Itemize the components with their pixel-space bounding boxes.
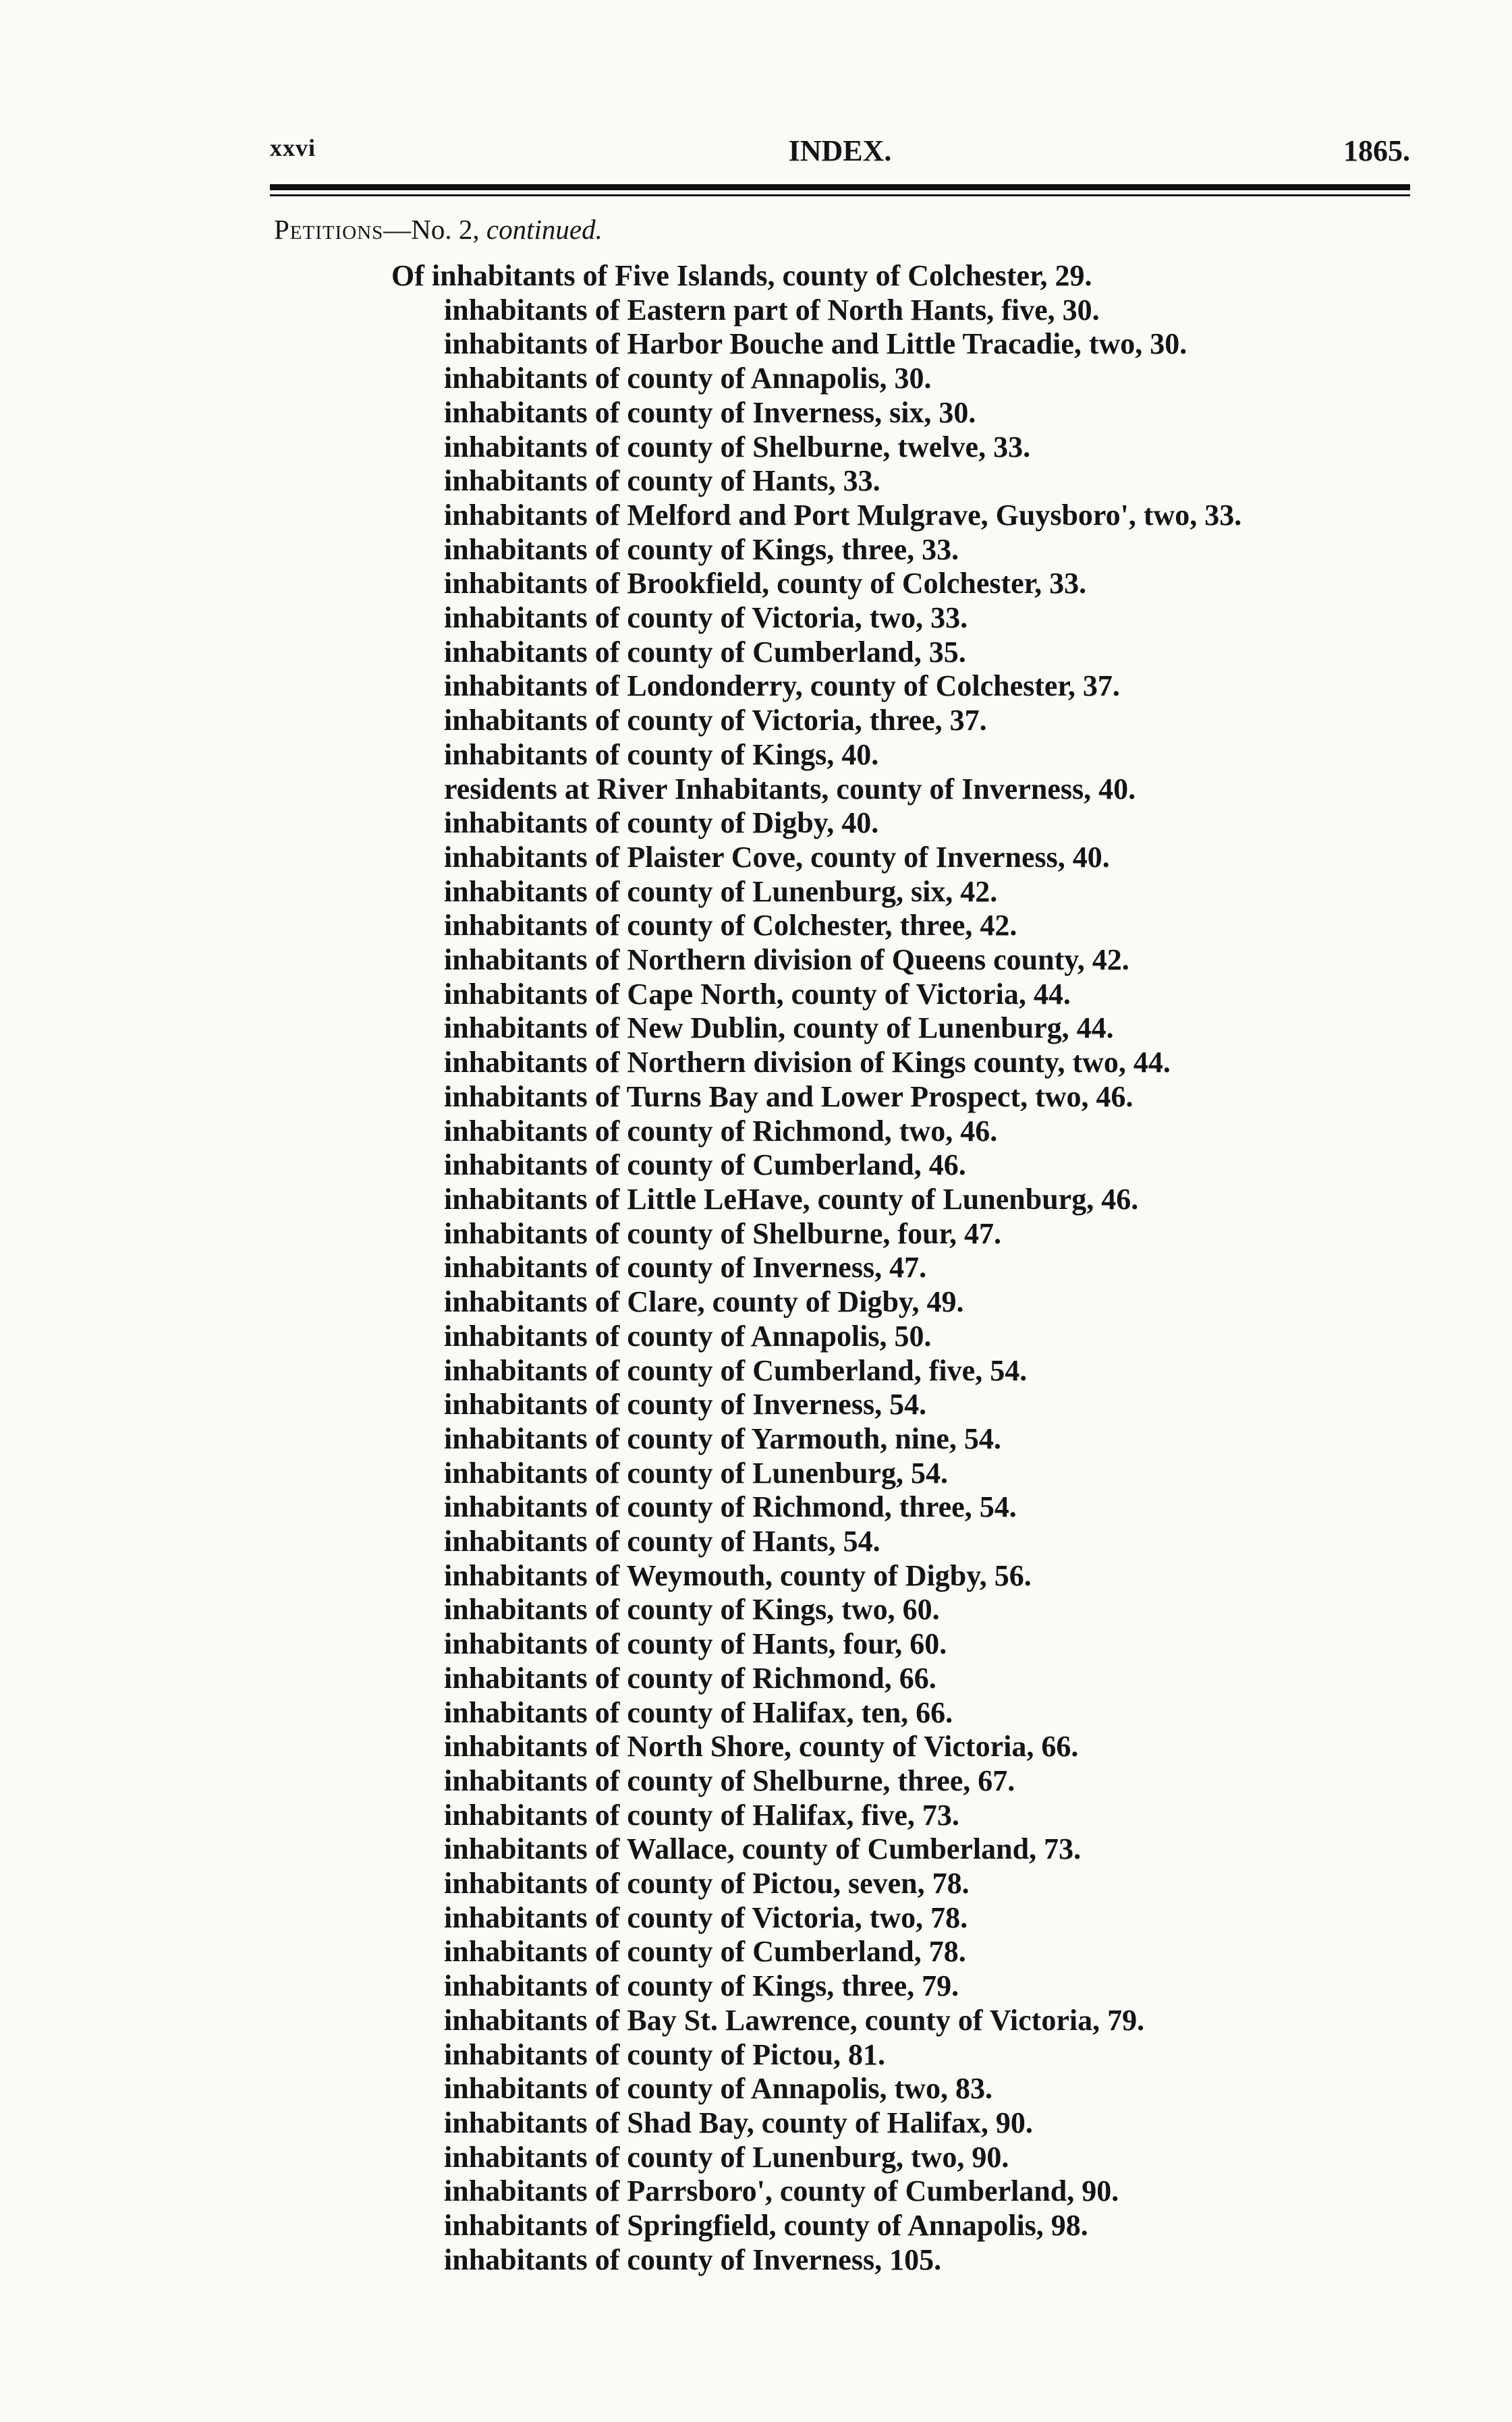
index-entry: inhabitants of county of Victoria, two, 33.: [444, 601, 968, 635]
page-year: 1865.: [1343, 134, 1410, 167]
index-entry: inhabitants of county of Halifax, five, 73.: [444, 1798, 959, 1832]
index-entry: inhabitants of county of Kings, three, 33.: [444, 532, 959, 566]
index-entry: inhabitants of Little LeHave, county of Lunenburg, 46.: [444, 1182, 1139, 1216]
index-entry: inhabitants of Springfield, county of Annapolis, 98.: [444, 2209, 1088, 2243]
index-entry: inhabitants of county of Cumberland, 46.: [444, 1148, 966, 1182]
index-entry: inhabitants of county of Kings, 40.: [444, 737, 879, 771]
index-entry: inhabitants of North Shore, county of Victoria, 66.: [444, 1730, 1079, 1764]
section-heading: [274, 213, 603, 246]
index-entry: inhabitants of county of Inverness, 54.: [444, 1388, 927, 1421]
index-entry: inhabitants of county of Digby, 40.: [444, 806, 879, 840]
section-number: —No. 2,: [383, 214, 480, 245]
index-entry: inhabitants of Londonderry, county of Colchester, 37.: [444, 669, 1120, 703]
index-entry: inhabitants of county of Kings, two, 60.: [444, 1593, 940, 1627]
page-header: [270, 134, 1410, 171]
index-entry: inhabitants of Eastern part of North Hants, five, 30.: [444, 293, 1100, 327]
index-entry: inhabitants of Shad Bay, county of Halifax, 90.: [444, 2106, 1033, 2139]
index-entry: inhabitants of county of Shelburne, three, 67.: [444, 1764, 1015, 1797]
index-entry: inhabitants of Clare, county of Digby, 49.: [444, 1285, 964, 1319]
header-rule-thick: [270, 184, 1410, 190]
index-entry: inhabitants of county of Inverness, 105.: [444, 2243, 942, 2276]
index-entry: inhabitants of county of Victoria, two, 78.: [444, 1900, 968, 1934]
index-entry: inhabitants of county of Richmond, three, 54.: [444, 1490, 1017, 1524]
index-entry: inhabitants of Turns Bay and Lower Prospect, two, 46.: [444, 1079, 1133, 1113]
index-entry: inhabitants of New Dublin, county of Lunenburg, 44.: [444, 1011, 1114, 1045]
index-entry: inhabitants of county of Cumberland, 78.: [444, 1935, 966, 1969]
index-entry: inhabitants of Parrsboro', county of Cumberland, 90.: [444, 2174, 1119, 2208]
index-entry: inhabitants of county of Cumberland, 35.: [444, 635, 966, 669]
index-entry: inhabitants of county of Lunenburg, six, 42.: [444, 874, 998, 908]
index-entry: residents at River Inhabitants, county of Inverness, 40.: [444, 772, 1136, 806]
index-entry: inhabitants of Northern division of Kings county, two, 44.: [444, 1046, 1171, 1079]
index-entry: inhabitants of Harbor Bouche and Little Tracadie, two, 30.: [444, 327, 1187, 361]
index-entry: inhabitants of county of Shelburne, four, 47.: [444, 1216, 1001, 1250]
index-entry: inhabitants of county of Shelburne, twelve, 33.: [444, 430, 1031, 463]
index-entry: inhabitants of Plaister Cove, county of Inverness, 40.: [444, 840, 1110, 874]
index-entry: inhabitants of county of Richmond, two, 46.: [444, 1114, 998, 1148]
index-entries: [391, 259, 1403, 2277]
index-entry: inhabitants of Weymouth, county of Digby, 56.: [444, 1558, 1032, 1592]
index-entry: inhabitants of Melford and Port Mulgrave, Guysboro', two, 33.: [444, 498, 1242, 532]
index-entry: inhabitants of county of Yarmouth, nine, 54.: [444, 1421, 1001, 1455]
page-title: INDEX.: [788, 134, 892, 167]
index-entry: inhabitants of Cape North, county of Victoria, 44.: [444, 977, 1071, 1011]
index-entry: inhabitants of county of Richmond, 66.: [444, 1661, 936, 1695]
index-entry: Of inhabitants of Five Islands, county of Colchester, 29.: [391, 259, 1092, 292]
page-number: xxvi: [270, 134, 316, 161]
index-entry: inhabitants of county of Pictou, 81.: [444, 2037, 885, 2071]
index-entry: inhabitants of county of Halifax, ten, 66.: [444, 1695, 953, 1729]
section-label: Petitions: [274, 214, 384, 245]
header-rule-thin: [270, 194, 1410, 196]
index-entry: inhabitants of Northern division of Queens county, 42.: [444, 943, 1129, 977]
index-entry: inhabitants of Wallace, county of Cumberland, 73.: [444, 1832, 1082, 1866]
index-entry: inhabitants of county of Annapolis, 30.: [444, 362, 932, 395]
index-entry: inhabitants of county of Annapolis, 50.: [444, 1319, 932, 1353]
section-continued: continued.: [486, 214, 603, 245]
index-entry: inhabitants of county of Colchester, three, 42.: [444, 909, 1017, 942]
index-entry: inhabitants of county of Pictou, seven, 78.: [444, 1867, 970, 1900]
index-entry: inhabitants of county of Inverness, 47.: [444, 1251, 927, 1285]
index-entry: inhabitants of county of Lunenburg, two, 90.: [444, 2140, 1009, 2174]
index-entry: inhabitants of Bay St. Lawrence, county of Victoria, 79.: [444, 2003, 1145, 2037]
index-entry: inhabitants of county of Cumberland, five, 54.: [444, 1353, 1028, 1387]
index-entry: inhabitants of county of Hants, four, 60.: [444, 1627, 947, 1661]
index-entry: inhabitants of county of Hants, 33.: [444, 464, 880, 498]
index-entry: inhabitants of county of Kings, three, 79.: [444, 1969, 959, 2003]
index-entry: inhabitants of county of Hants, 54.: [444, 1525, 880, 1558]
index-entry: inhabitants of county of Victoria, three, 37.: [444, 704, 987, 737]
index-entry: inhabitants of county of Lunenburg, 54.: [444, 1456, 948, 1490]
index-entry: inhabitants of county of Annapolis, two, 83.: [444, 2072, 992, 2106]
index-entry: inhabitants of Brookfield, county of Colchester, 33.: [444, 567, 1087, 600]
index-entry: inhabitants of county of Inverness, six, 30.: [444, 395, 976, 429]
